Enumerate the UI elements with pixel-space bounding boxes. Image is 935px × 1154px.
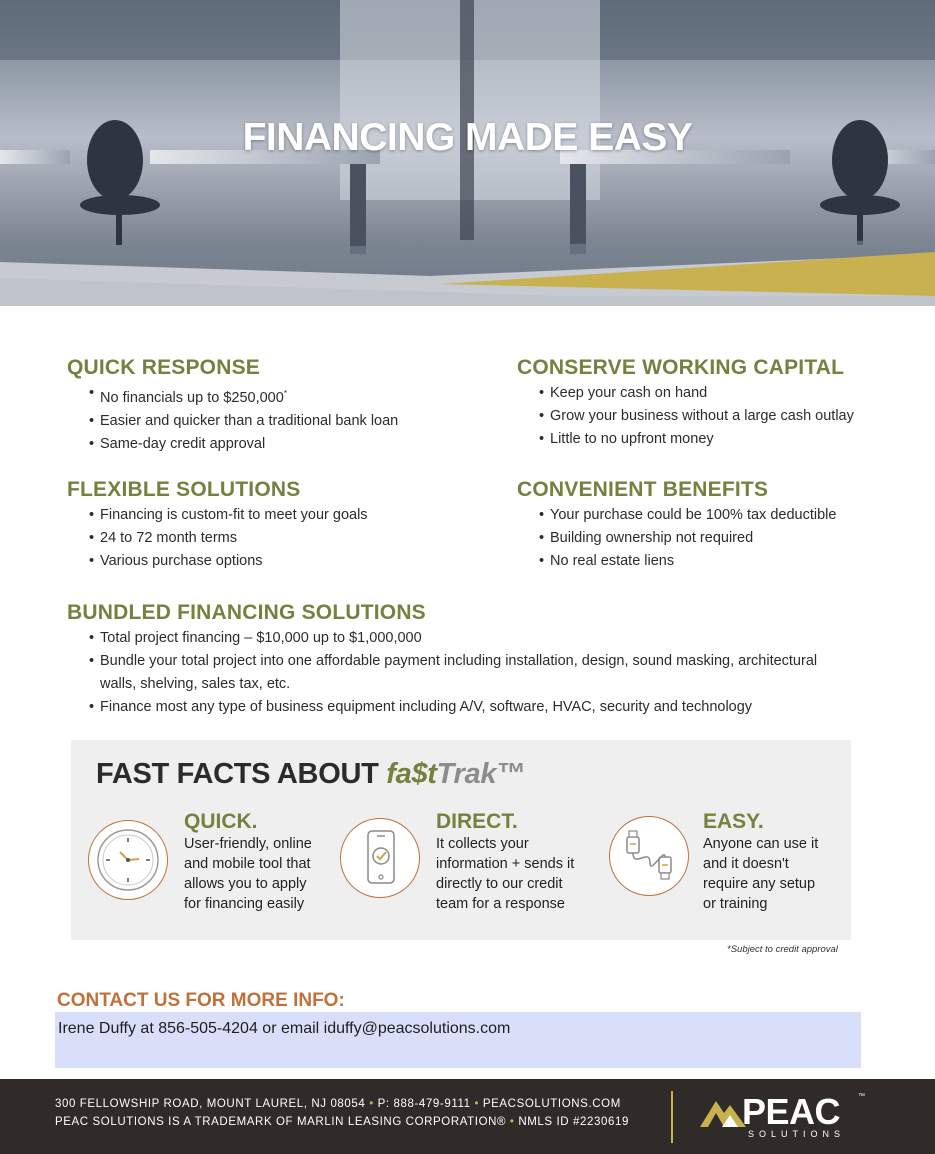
section-conserve-working-capital [517,356,927,451]
contact-info[interactable]: Irene Duffy at 856-505-4204 or email iduffy@peacsolutions.com [58,1020,511,1037]
fact-text-easy: Anyone can use it and it doesn't require any setup or training [703,836,819,912]
logo-wordmark: PEAC [742,1091,841,1132]
section-convenient-benefits [517,478,927,573]
usb-cable-icon [609,816,689,896]
list-item: • Bundle your total project into one affordable payment including installation, design, sound masking, architectural [67,650,897,673]
footer-address: 300 FELLOWSHIP ROAD, MOUNT LAUREL, NJ 08054 [55,1098,366,1110]
footer-nmls: NMLS ID #2230619 [518,1116,629,1128]
list-item: • Little to no upfront money [517,428,927,451]
footer-phone[interactable]: P: 888-479-9111 [377,1098,471,1110]
list-item: • Total project financing – $10,000 up to $1,000,000 [67,627,897,650]
list-item-continuation: walls, shelving, sales tax, etc. [100,676,291,692]
list-item: • Easier and quicker than a traditional bank loan [67,410,487,433]
list-item: • Same-day credit approval [67,433,487,456]
fact-heading-direct: DIRECT. [436,810,518,833]
fact-text-quick: User-friendly, online and mobile tool that allows you to apply for financing easily [184,836,312,912]
footer [0,1079,935,1154]
fast-facts-panel [71,740,851,940]
fasttrak-brand: fa$tTrak™ [386,758,525,790]
list-item: • No financials up to $250,000* [67,382,487,410]
list-item: • Your purchase could be 100% tax deductible [517,504,927,527]
list-item: • Building ownership not required [517,527,927,550]
list-item: • Keep your cash on hand [517,382,927,405]
section-heading: FLEXIBLE SOLUTIONS [67,478,301,501]
footer-trademark-line: PEAC SOLUTIONS IS A TRADEMARK OF MARLIN LEASING CORPORATION® • NMLS ID #2230619 [55,1116,629,1128]
page-title: FINANCING MADE EASY [242,116,693,159]
list-item: • Financing is custom-fit to meet your goals [67,504,487,527]
section-flexible-solutions [67,478,487,573]
fact-heading-quick: QUICK. [184,810,258,833]
footer-trademark: PEAC SOLUTIONS IS A TRADEMARK OF MARLIN LEASING CORPORATION® [55,1116,507,1128]
list-item: • Finance most any type of business equipment including A/V, software, HVAC, security and technology [67,696,897,719]
contact-heading: CONTACT US FOR MORE INFO: [57,990,345,1011]
logo-subtitle: SOLUTIONS [748,1129,846,1139]
section-quick-response [67,356,487,456]
section-heading: BUNDLED FINANCING SOLUTIONS [67,601,426,624]
contact-box [55,1012,861,1068]
fact-heading-easy: EASY. [703,810,764,833]
fast-facts-title: FAST FACTS ABOUT fa$tTrak™ [96,758,525,790]
footer-website[interactable]: PEACSOLUTIONS.COM [482,1098,621,1110]
footer-divider [671,1091,673,1143]
hero-banner [0,0,935,306]
list-item: • Grow your business without a large cash outlay [517,405,927,428]
fact-text-direct: It collects your information + sends it directly to our credit team for a response [436,836,575,912]
section-heading: CONSERVE WORKING CAPITAL [517,356,845,379]
list-item: • 24 to 72 month terms [67,527,487,550]
list-item: • No real estate liens [517,550,927,573]
list-item: • Various purchase options [67,550,487,573]
section-heading: CONVENIENT BENEFITS [517,478,769,501]
section-bundled-financing [67,601,897,719]
section-heading: QUICK RESPONSE [67,356,260,379]
mobile-check-icon [340,818,420,898]
clock-icon [88,820,168,900]
mountain-logo-icon [700,1095,746,1129]
footer-address-line: 300 FELLOWSHIP ROAD, MOUNT LAUREL, NJ 08054 • P: 888-479-9111 • PEACSOLUTIONS.COM [55,1098,621,1110]
peac-logo: PEAC ™ SOLUTIONS [700,1091,870,1151]
credit-footnote: *Subject to credit approval [727,944,838,955]
